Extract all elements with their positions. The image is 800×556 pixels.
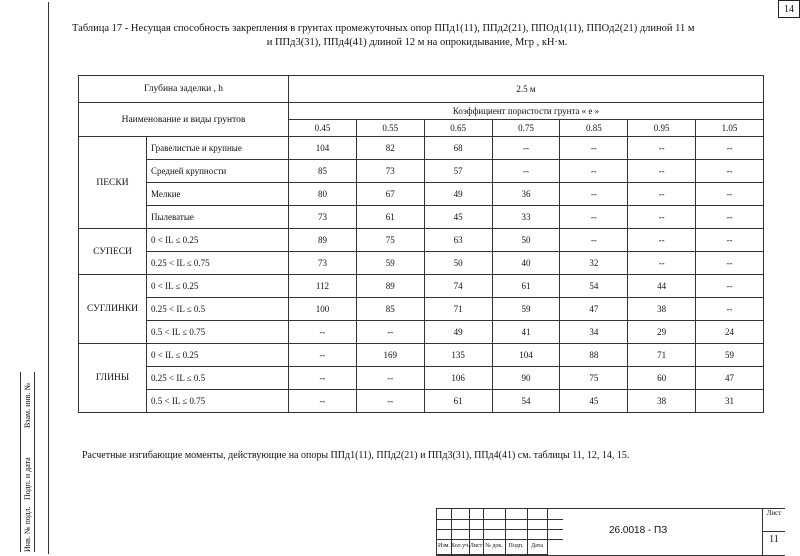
soil-subtype: 0.5 < IL ≤ 0.75 <box>147 390 289 413</box>
table-cell: 73 <box>289 252 357 275</box>
table-cell: 82 <box>356 137 424 160</box>
table-cell: 33 <box>492 206 560 229</box>
table-cell: 106 <box>424 367 492 390</box>
table-cell: -- <box>696 298 764 321</box>
table-cell: 89 <box>289 229 357 252</box>
table-cell: 34 <box>560 321 628 344</box>
table-cell: -- <box>628 252 696 275</box>
table-cell: -- <box>696 275 764 298</box>
stamp-header: Лист <box>469 539 484 555</box>
table-cell: -- <box>696 183 764 206</box>
soil-group-name: СУГЛИНКИ <box>79 275 147 344</box>
sheet-label: Лист <box>766 509 782 517</box>
side-stamp <box>0 372 46 552</box>
table-cell: -- <box>628 229 696 252</box>
table-row <box>79 275 764 298</box>
table-cell: 50 <box>424 252 492 275</box>
stamp-header: № док. <box>483 539 506 555</box>
porosity-value: 0.65 <box>424 120 492 137</box>
table-cell: 59 <box>356 252 424 275</box>
table-cell: -- <box>289 367 357 390</box>
side-stamp-label: Подп. и дата <box>23 457 32 500</box>
porosity-header: Коэффициент пористости грунта « е » <box>289 103 764 120</box>
table-cell: 169 <box>356 344 424 367</box>
table-cell: -- <box>492 160 560 183</box>
depth-value: 2.5 м <box>289 76 764 103</box>
header-row-porosity <box>79 103 764 120</box>
porosity-value: 0.75 <box>492 120 560 137</box>
table-title <box>72 22 762 50</box>
table-cell: 63 <box>424 229 492 252</box>
side-stamp-divider <box>34 372 35 552</box>
table-row <box>79 321 764 344</box>
soil-subtype: Мелкие <box>147 183 289 206</box>
soil-subtype: 0 < IL ≤ 0.25 <box>147 229 289 252</box>
table-cell: 104 <box>289 137 357 160</box>
soil-group-name: ПЕСКИ <box>79 137 147 229</box>
table-cell: 47 <box>696 367 764 390</box>
table-cell: 75 <box>356 229 424 252</box>
soil-group-name: СУПЕСИ <box>79 229 147 275</box>
soil-subtype: 0 < IL ≤ 0.25 <box>147 275 289 298</box>
table-row <box>79 298 764 321</box>
table-cell: 89 <box>356 275 424 298</box>
stamp-line <box>437 519 563 520</box>
stamp-header: Изм. <box>437 539 452 555</box>
soil-subtype: 0.5 < IL ≤ 0.75 <box>147 321 289 344</box>
table-cell: 60 <box>628 367 696 390</box>
table-row <box>79 229 764 252</box>
table-cell: 45 <box>424 206 492 229</box>
porosity-value: 0.55 <box>356 120 424 137</box>
table-cell: -- <box>560 229 628 252</box>
table-cell: 88 <box>560 344 628 367</box>
porosity-value: 0.95 <box>628 120 696 137</box>
name-header: Наименование и виды грунтов <box>79 103 289 137</box>
table-cell: -- <box>628 160 696 183</box>
table-cell: 74 <box>424 275 492 298</box>
porosity-value: 0.45 <box>289 120 357 137</box>
table-cell: 68 <box>424 137 492 160</box>
table-cell: -- <box>560 183 628 206</box>
table-cell: -- <box>356 390 424 413</box>
title-line-2: и ППд3(31), ППд4(41) длиной 12 м на опрокидывание, Мгр , кН·м. <box>266 37 568 48</box>
title-line-1: Таблица 17 - Несущая способность закрепления в грунтах промежуточных опор ППд1(11), ППд2(21), ППОд1(11), ППОд2(21) длиной 11 м <box>72 23 695 34</box>
table-cell: -- <box>492 137 560 160</box>
stamp-line <box>437 529 563 530</box>
table-cell: 80 <box>289 183 357 206</box>
table-cell: 44 <box>628 275 696 298</box>
table-cell: -- <box>628 183 696 206</box>
table-cell: 41 <box>492 321 560 344</box>
table-row <box>79 137 764 160</box>
table-cell: 85 <box>289 160 357 183</box>
table-cell: -- <box>289 344 357 367</box>
table-cell: 75 <box>560 367 628 390</box>
table-cell: 100 <box>289 298 357 321</box>
soil-subtype: 0.25 < IL ≤ 0.5 <box>147 367 289 390</box>
table-cell: -- <box>696 137 764 160</box>
stamp-header: Подп. <box>505 539 528 555</box>
table-cell: 104 <box>492 344 560 367</box>
header-row-depth <box>79 76 764 103</box>
table-cell: -- <box>628 206 696 229</box>
table-cell: 90 <box>492 367 560 390</box>
table-cell: -- <box>560 137 628 160</box>
table-cell: 24 <box>696 321 764 344</box>
table-cell: -- <box>560 160 628 183</box>
table-cell: -- <box>628 137 696 160</box>
soil-subtype: 0 < IL ≤ 0.25 <box>147 344 289 367</box>
table-cell: 67 <box>356 183 424 206</box>
page-number: 14 <box>778 0 800 18</box>
sheet-number: 11 <box>763 531 785 545</box>
table-row <box>79 183 764 206</box>
table-cell: -- <box>696 252 764 275</box>
table-cell: -- <box>356 367 424 390</box>
table-cell: 54 <box>492 390 560 413</box>
side-stamp-label: Взам. инв. № <box>23 382 32 428</box>
bottom-stamp <box>436 508 785 556</box>
table-cell: -- <box>696 206 764 229</box>
table-cell: 50 <box>492 229 560 252</box>
table-cell: 59 <box>492 298 560 321</box>
table-cell: 38 <box>628 390 696 413</box>
table-cell: 49 <box>424 321 492 344</box>
table-cell: 71 <box>628 344 696 367</box>
soil-subtype: 0.25 < IL ≤ 0.75 <box>147 252 289 275</box>
table-cell: 54 <box>560 275 628 298</box>
table-cell: 31 <box>696 390 764 413</box>
table-cell: 29 <box>628 321 696 344</box>
side-stamp-divider <box>20 372 21 552</box>
side-stamp-label: Инв. № подл. <box>23 506 32 552</box>
table-row <box>79 344 764 367</box>
table-cell: 61 <box>424 390 492 413</box>
table-cell: 73 <box>289 206 357 229</box>
table-cell: 36 <box>492 183 560 206</box>
table-cell: 71 <box>424 298 492 321</box>
table-cell: 47 <box>560 298 628 321</box>
soil-subtype: Гравелистые и крупные <box>147 137 289 160</box>
stamp-header: Кол.уч. <box>451 539 470 555</box>
stamp-column-line <box>547 509 548 555</box>
table-cell: 61 <box>356 206 424 229</box>
table-cell: -- <box>696 229 764 252</box>
soil-group-name: ГЛИНЫ <box>79 344 147 413</box>
table-row <box>79 252 764 275</box>
table-cell: 73 <box>356 160 424 183</box>
table-cell: 40 <box>492 252 560 275</box>
table-cell: -- <box>289 321 357 344</box>
soil-subtype: 0.25 < IL ≤ 0.5 <box>147 298 289 321</box>
table-cell: 32 <box>560 252 628 275</box>
table-cell: 38 <box>628 298 696 321</box>
table-cell: 45 <box>560 390 628 413</box>
porosity-value: 1.05 <box>696 120 764 137</box>
bearing-capacity-table <box>78 75 764 413</box>
porosity-value: 0.85 <box>560 120 628 137</box>
table-cell: 59 <box>696 344 764 367</box>
table-row <box>79 390 764 413</box>
table-row <box>79 206 764 229</box>
table-cell: -- <box>289 390 357 413</box>
table-cell: -- <box>560 206 628 229</box>
stamp-header: Дата <box>527 539 548 555</box>
table-cell: 61 <box>492 275 560 298</box>
soil-subtype: Пылеватые <box>147 206 289 229</box>
soil-subtype: Средней крупности <box>147 160 289 183</box>
table-row <box>79 367 764 390</box>
table-cell: 57 <box>424 160 492 183</box>
table-cell: 135 <box>424 344 492 367</box>
table-cell: 112 <box>289 275 357 298</box>
table-cell: 49 <box>424 183 492 206</box>
document-code: 26.0018 - ПЗ <box>609 525 668 536</box>
table-cell: 85 <box>356 298 424 321</box>
table-cell: -- <box>696 160 764 183</box>
table-row <box>79 160 764 183</box>
table-cell: -- <box>356 321 424 344</box>
sheet-box <box>762 509 785 555</box>
depth-label: Глубина заделки , h <box>79 76 289 103</box>
footnote: Расчетные изгибающие моменты, действующие на опоры ППд1(11), ППд2(21) и ППд3(31), ППд4(41) см. таблицы 11, 12, 14, 15. <box>82 450 630 461</box>
